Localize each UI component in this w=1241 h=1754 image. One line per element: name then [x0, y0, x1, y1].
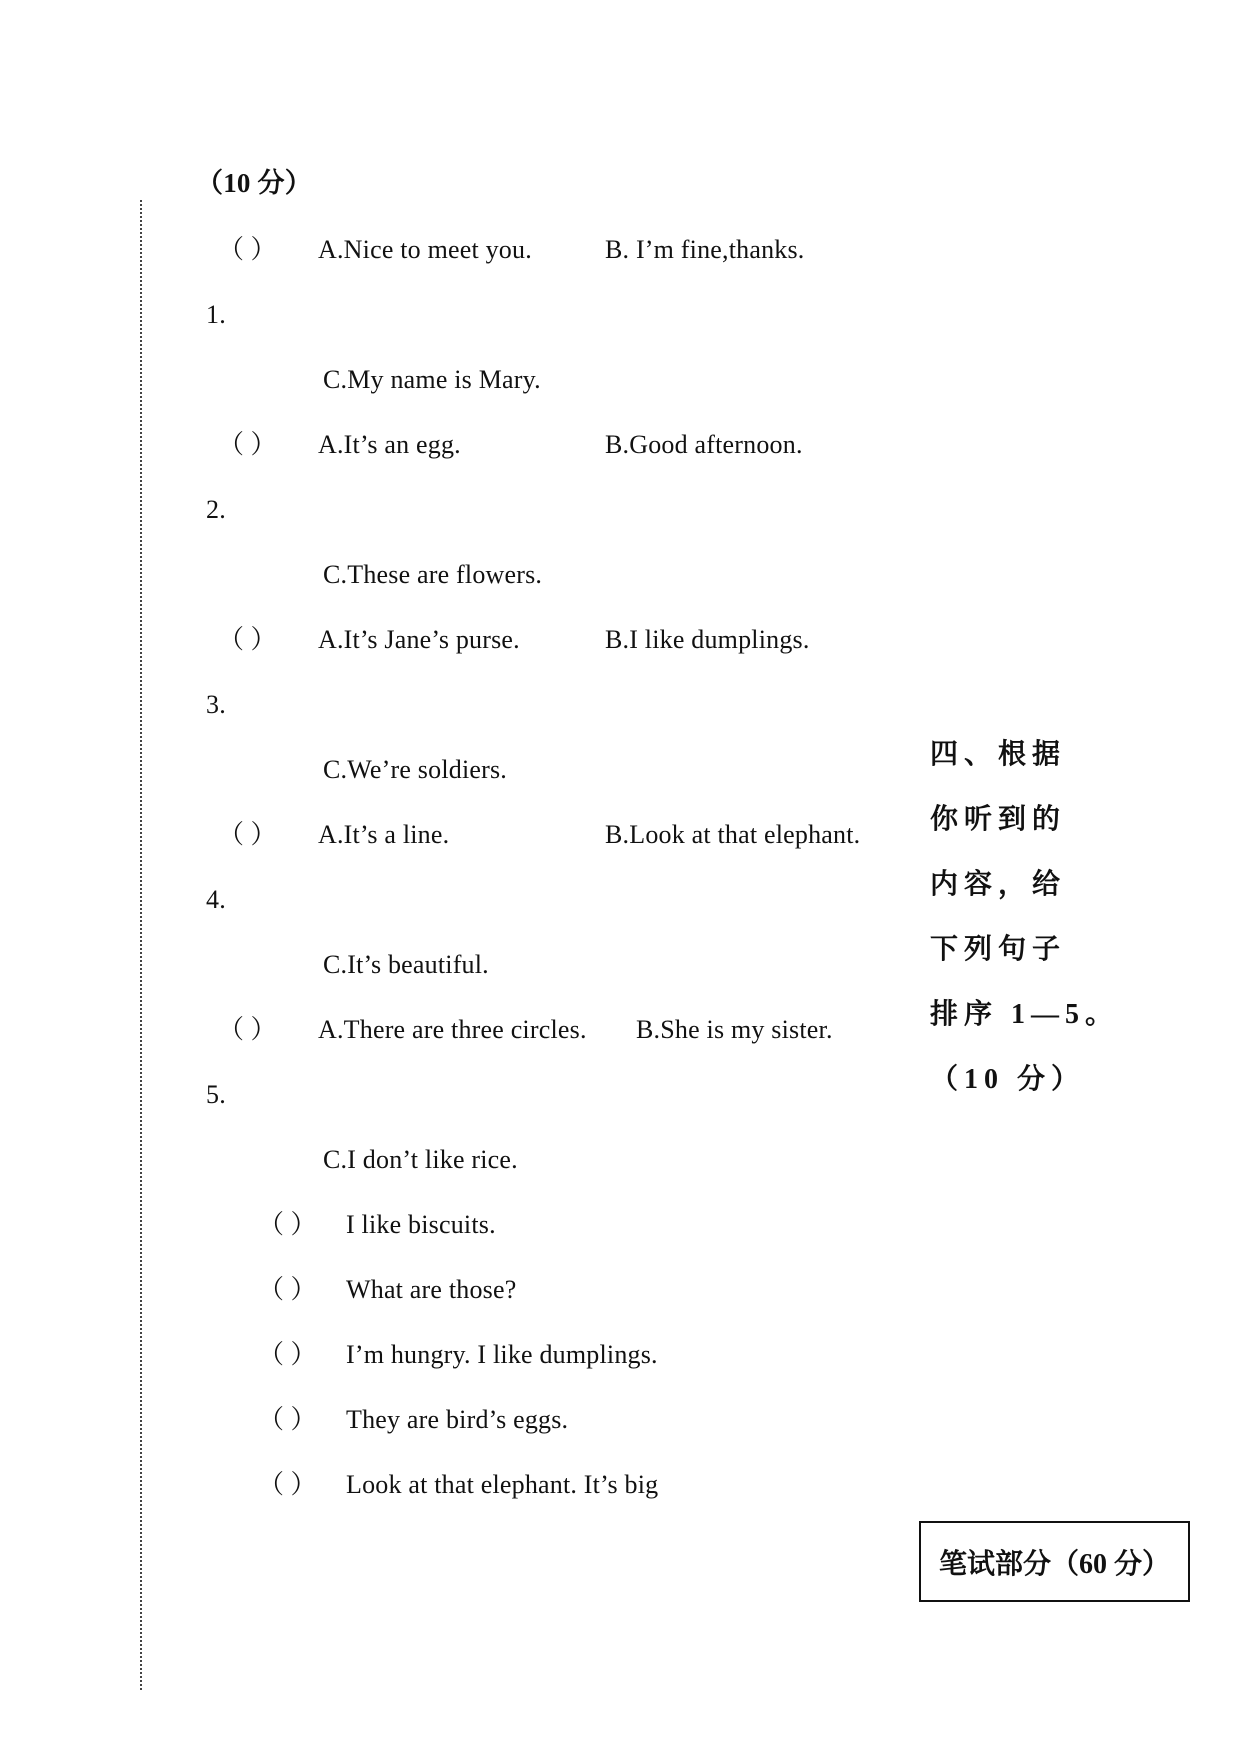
q4-number: 4.: [206, 885, 226, 914]
q5-option-b: B.She is my sister.: [636, 1015, 833, 1044]
ordering-sentence-5: Look at that elephant. It’s big: [346, 1470, 659, 1499]
ordering-blank-5[interactable]: （ ）: [258, 1470, 317, 1499]
q1-option-c: C.My name is Mary.: [323, 365, 541, 394]
section-4-heading-line: 排序 1—5。: [930, 999, 1120, 1030]
answer-blank-q5[interactable]: （ ）: [218, 1015, 277, 1044]
written-section-box: [919, 1521, 1190, 1602]
section-4-heading-line: 你听到的: [930, 804, 1067, 835]
q4-option-c: C.It’s beautiful.: [323, 950, 489, 979]
answer-blank-q2[interactable]: （ ）: [218, 430, 277, 459]
q1-option-a: A.Nice to meet you.: [318, 235, 532, 264]
q5-option-c: C.I don’t like rice.: [323, 1145, 518, 1174]
q2-number: 2.: [206, 495, 226, 524]
q3-option-b: B.I like dumplings.: [605, 625, 810, 654]
q3-number: 3.: [206, 690, 226, 719]
section-4-heading-line: 四、根据: [930, 739, 1067, 770]
section-4-heading-line: 下列句子: [930, 934, 1067, 965]
q2-option-b: B.Good afternoon.: [605, 430, 803, 459]
ordering-blank-4[interactable]: （ ）: [258, 1405, 317, 1434]
q1-option-b: B. I’m fine,thanks.: [605, 235, 805, 264]
ordering-blank-1[interactable]: （ ）: [258, 1210, 317, 1239]
ordering-blank-3[interactable]: （ ）: [258, 1340, 317, 1369]
q5-number: 5.: [206, 1080, 226, 1109]
ordering-sentence-4: They are bird’s eggs.: [346, 1405, 569, 1434]
section-score: （10 分）: [196, 168, 312, 198]
binding-margin-dotted-line: [140, 200, 142, 1690]
q4-option-b: B.Look at that elephant.: [605, 820, 861, 849]
ordering-blank-2[interactable]: （ ）: [258, 1275, 317, 1304]
written-section-title: 笔试部分（60 分）: [938, 1548, 1170, 1580]
answer-blank-q4[interactable]: （ ）: [218, 820, 277, 849]
ordering-sentence-3: I’m hungry. I like dumplings.: [346, 1340, 658, 1369]
q2-option-c: C.These are flowers.: [323, 560, 543, 589]
answer-blank-q1[interactable]: （ ）: [218, 235, 277, 264]
q4-option-a: A.It’s a line.: [318, 820, 450, 849]
q1-number: 1.: [206, 300, 226, 329]
ordering-sentence-1: I like biscuits.: [346, 1210, 496, 1239]
answer-blank-q3[interactable]: （ ）: [218, 625, 277, 654]
section-4-heading-line: （10 分）: [930, 1064, 1086, 1095]
q3-option-c: C.We’re soldiers.: [323, 755, 507, 784]
section-4-heading-line: 内容，给: [930, 869, 1067, 900]
q2-option-a: A.It’s an egg.: [318, 430, 461, 459]
q5-option-a: A.There are three circles.: [318, 1015, 587, 1044]
ordering-sentence-2: What are those?: [346, 1275, 517, 1304]
section-4-heading: [930, 722, 1120, 1112]
q3-option-a: A.It’s Jane’s purse.: [318, 625, 520, 654]
